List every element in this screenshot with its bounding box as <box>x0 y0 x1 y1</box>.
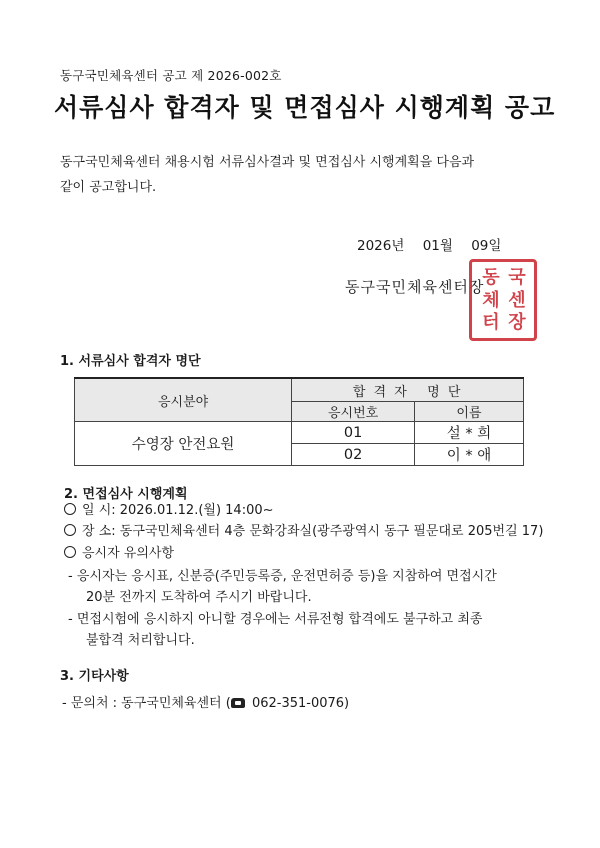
header-pass-list: 합 격 자 명 단 <box>292 378 524 402</box>
header-number: 응시번호 <box>292 402 415 422</box>
phone-icon <box>231 698 245 708</box>
intro-line-2: 같이 공고합니다. <box>60 180 157 195</box>
issuer-name: 동구국민체육센터장 <box>345 278 485 296</box>
contact-prefix: - 문의처 : 동구국민체육센터 ( <box>62 696 231 711</box>
applicant-number: 01 <box>292 422 415 444</box>
seal-characters <box>478 267 530 335</box>
page-title: 서류심사 합격자 및 면접심사 시행계획 공고 <box>54 93 556 122</box>
intro-line-1: 동구국민체육센터 채용시험 서류심사결과 및 면접심사 시행계획을 다음과 <box>60 155 475 170</box>
applicant-name: 설 * 희 <box>414 422 523 444</box>
section-2-heading: 2. 면접심사 시행계획 <box>64 487 188 502</box>
seal-char: 동 <box>482 267 500 288</box>
table-header-row <box>75 378 524 402</box>
contact-line <box>62 692 349 711</box>
notice-date: 2026년 01월 09일 <box>357 238 502 254</box>
seal-char: 터 <box>482 312 500 334</box>
table-row <box>75 422 524 444</box>
seal-char: 장 <box>508 312 526 334</box>
section-3-heading: 3. 기타사항 <box>60 669 129 684</box>
header-name: 이름 <box>414 402 523 422</box>
circle-bullet-icon <box>64 546 76 558</box>
header-field: 응시분야 <box>75 378 292 422</box>
plan-place-line <box>64 520 543 539</box>
applicant-name: 이 * 애 <box>414 444 523 466</box>
note-1-line-b: 20분 전까지 도착하여 주시기 바랍니다. <box>86 590 312 605</box>
pass-list-table <box>74 377 524 466</box>
seal-char: 센 <box>508 289 526 311</box>
section-1-heading: 1. 서류심사 합격자 명단 <box>60 354 201 369</box>
circle-bullet-icon <box>64 524 76 536</box>
plan-notes-title-line <box>64 542 174 561</box>
plan-datetime: 일 시: 2026.01.12.(월) 14:00~ <box>82 503 274 518</box>
official-seal-stamp <box>469 259 537 341</box>
note-2-line-a: - 면접시험에 응시하지 아니할 경우에는 서류전형 합격에도 불구하고 최종 <box>68 612 483 627</box>
applicant-number: 02 <box>292 444 415 466</box>
plan-datetime-line <box>64 499 274 518</box>
intro-paragraph <box>60 150 570 200</box>
plan-place: 장 소: 동구국민체육센터 4층 문화강좌실(광주광역시 동구 필문대로 205번길 17) <box>82 524 544 539</box>
circle-bullet-icon <box>64 503 76 515</box>
notice-number: 동구국민체육센터 공고 제 2026-002호 <box>60 68 282 83</box>
field-value: 수영장 안전요원 <box>75 422 292 466</box>
contact-phone: 062-351-0076) <box>251 696 350 711</box>
seal-char: 국 <box>508 267 526 288</box>
note-1-line-a: - 응시자는 응시표, 신분증(주민등록증, 운전면허증 등)을 지참하여 면접시간 <box>68 569 497 584</box>
note-2-line-b: 불합격 처리합니다. <box>86 633 195 648</box>
seal-char: 체 <box>482 289 500 311</box>
plan-notes-title: 응시자 유의사항 <box>82 546 175 561</box>
